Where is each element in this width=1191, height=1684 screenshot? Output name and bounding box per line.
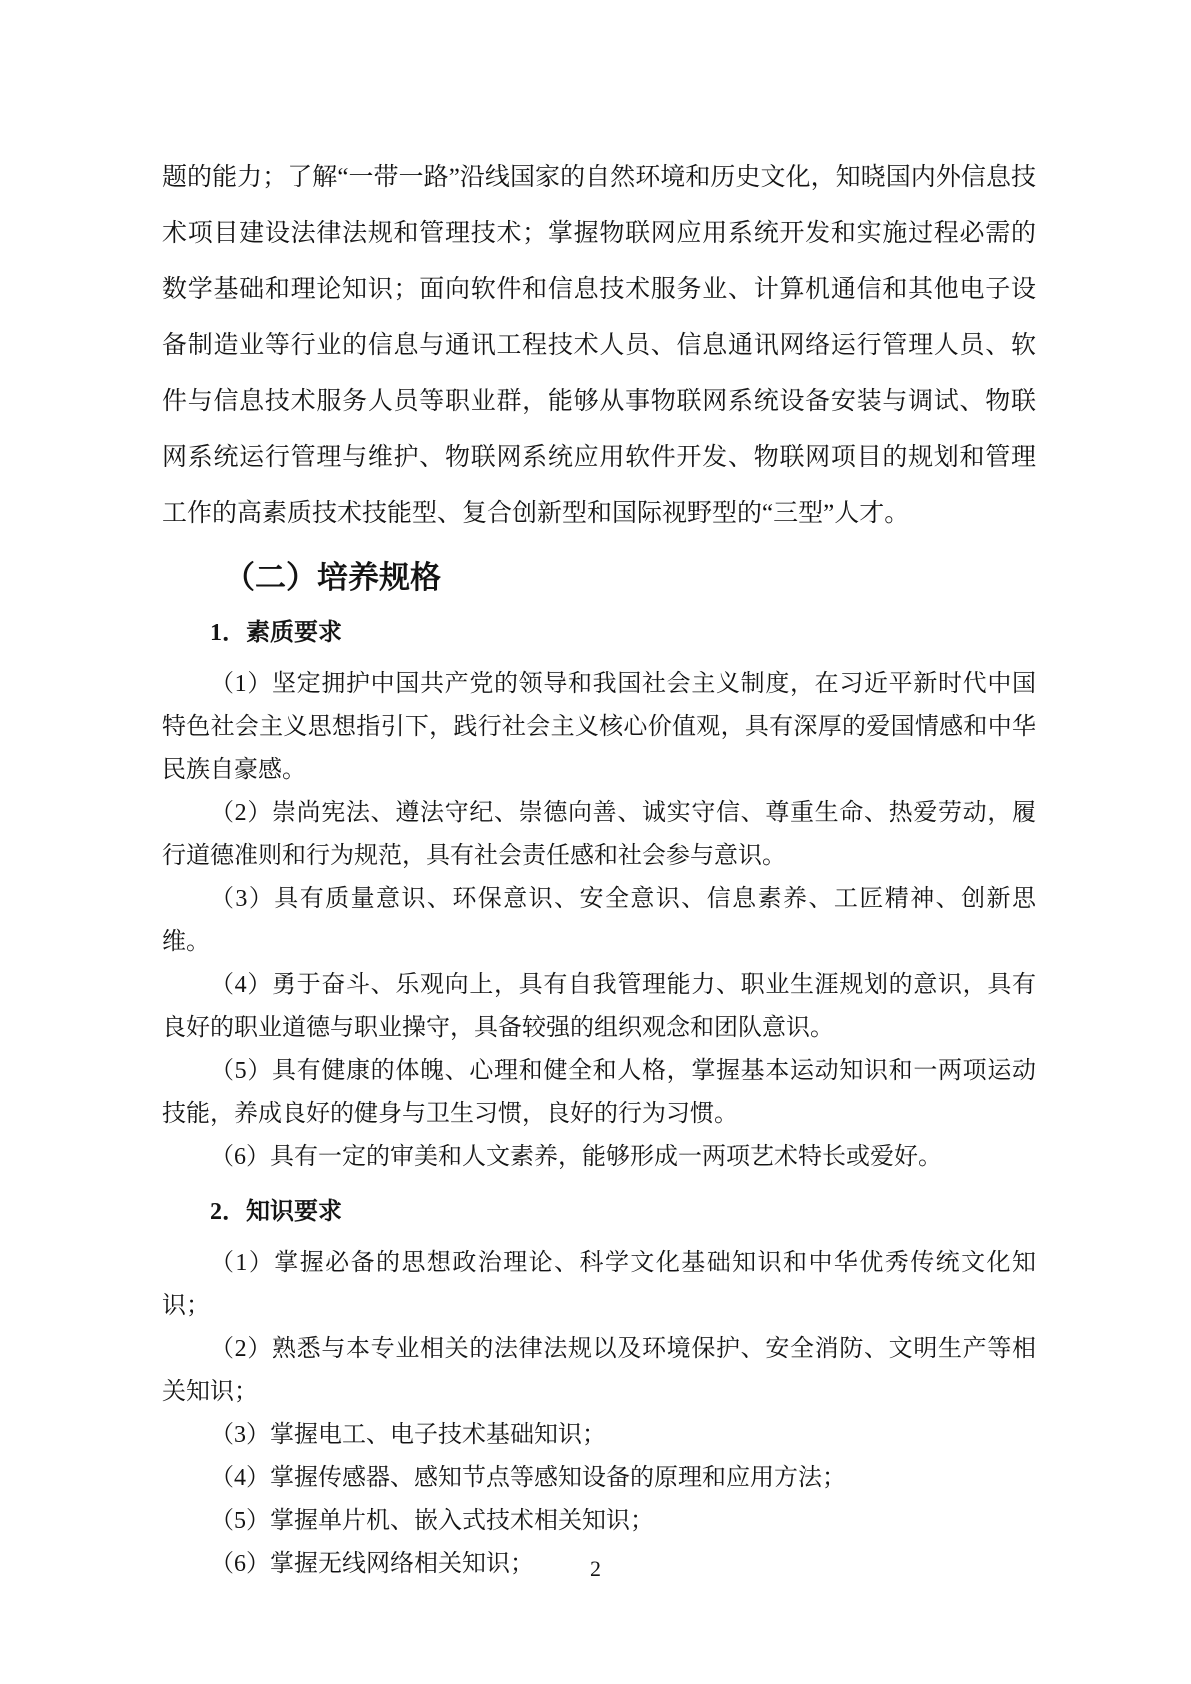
quality-item-4: （4）勇于奋斗、乐观向上，具有自我管理能力、职业生涯规划的意识，具有良好的职业道德与职业操守，具备较强的组织观念和团队意识。 [162,972,1036,1041]
sub-heading-quality-requirements: 1．素质要求 [210,620,342,646]
knowledge-item-6: （6）掌握无线网络相关知识； [210,1551,534,1577]
knowledge-item-2: （2）熟悉与本专业相关的法律法规以及环境保护、安全消防、文明生产等相关知识； [162,1336,1036,1405]
knowledge-item-4: （4）掌握传感器、感知节点等感知设备的原理和应用方法； [210,1465,846,1491]
section-heading-training-specification: （二）培养规格 [224,560,441,595]
quality-item-1: （1）坚定拥护中国共产党的领导和我国社会主义制度，在习近平新时代中国特色社会主义思想指引下，践行社会主义核心价值观，具有深厚的爱国情感和中华民族自豪感。 [162,671,1036,783]
document-content [162,150,1036,1586]
page-number: 2 [590,1556,601,1581]
quality-item-3: （3）具有质量意识、环保意识、安全意识、信息素养、工匠精神、创新思维。 [162,886,1036,955]
knowledge-item-5: （5）掌握单片机、嵌入式技术相关知识； [210,1508,654,1534]
quality-item-2: （2）崇尚宪法、遵法守纪、崇德向善、诚实守信、尊重生命、热爱劳动，履行道德准则和行为规范，具有社会责任感和社会参与意识。 [162,800,1036,869]
intro-paragraph: 题的能力；了解“一带一路”沿线国家的自然环境和历史文化，知晓国内外信息技术项目建设法律法规和管理技术；掌握物联网应用系统开发和实施过程必需的数学基础和理论知识；面向软件和信息技术服务业、计算机通信和其他电子设备制造业等行业的信息与通讯工程技术人员、信息通讯网络运行管理人员、软件与信息技术服务人员等职业群，能够从事物联网系统设备安装与调试、物联网系统运行管理与维护、物联网系统应用软件开发、物联网项目的规划和管理工作的高素质技术技能型、复合创新型和国际视野型的“三型”人才。 [162,164,1036,527]
knowledge-item-1: （1）掌握必备的思想政治理论、科学文化基础知识和中华优秀传统文化知识； [162,1250,1036,1319]
quality-item-6: （6）具有一定的审美和人文素养，能够形成一两项艺术特长或爱好。 [210,1144,942,1170]
sub-heading-knowledge-requirements: 2．知识要求 [210,1199,342,1225]
quality-item-5: （5）具有健康的体魄、心理和健全和人格，掌握基本运动知识和一两项运动技能，养成良好的健身与卫生习惯，良好的行为习惯。 [162,1058,1036,1127]
knowledge-item-3: （3）掌握电工、电子技术基础知识； [210,1422,606,1448]
